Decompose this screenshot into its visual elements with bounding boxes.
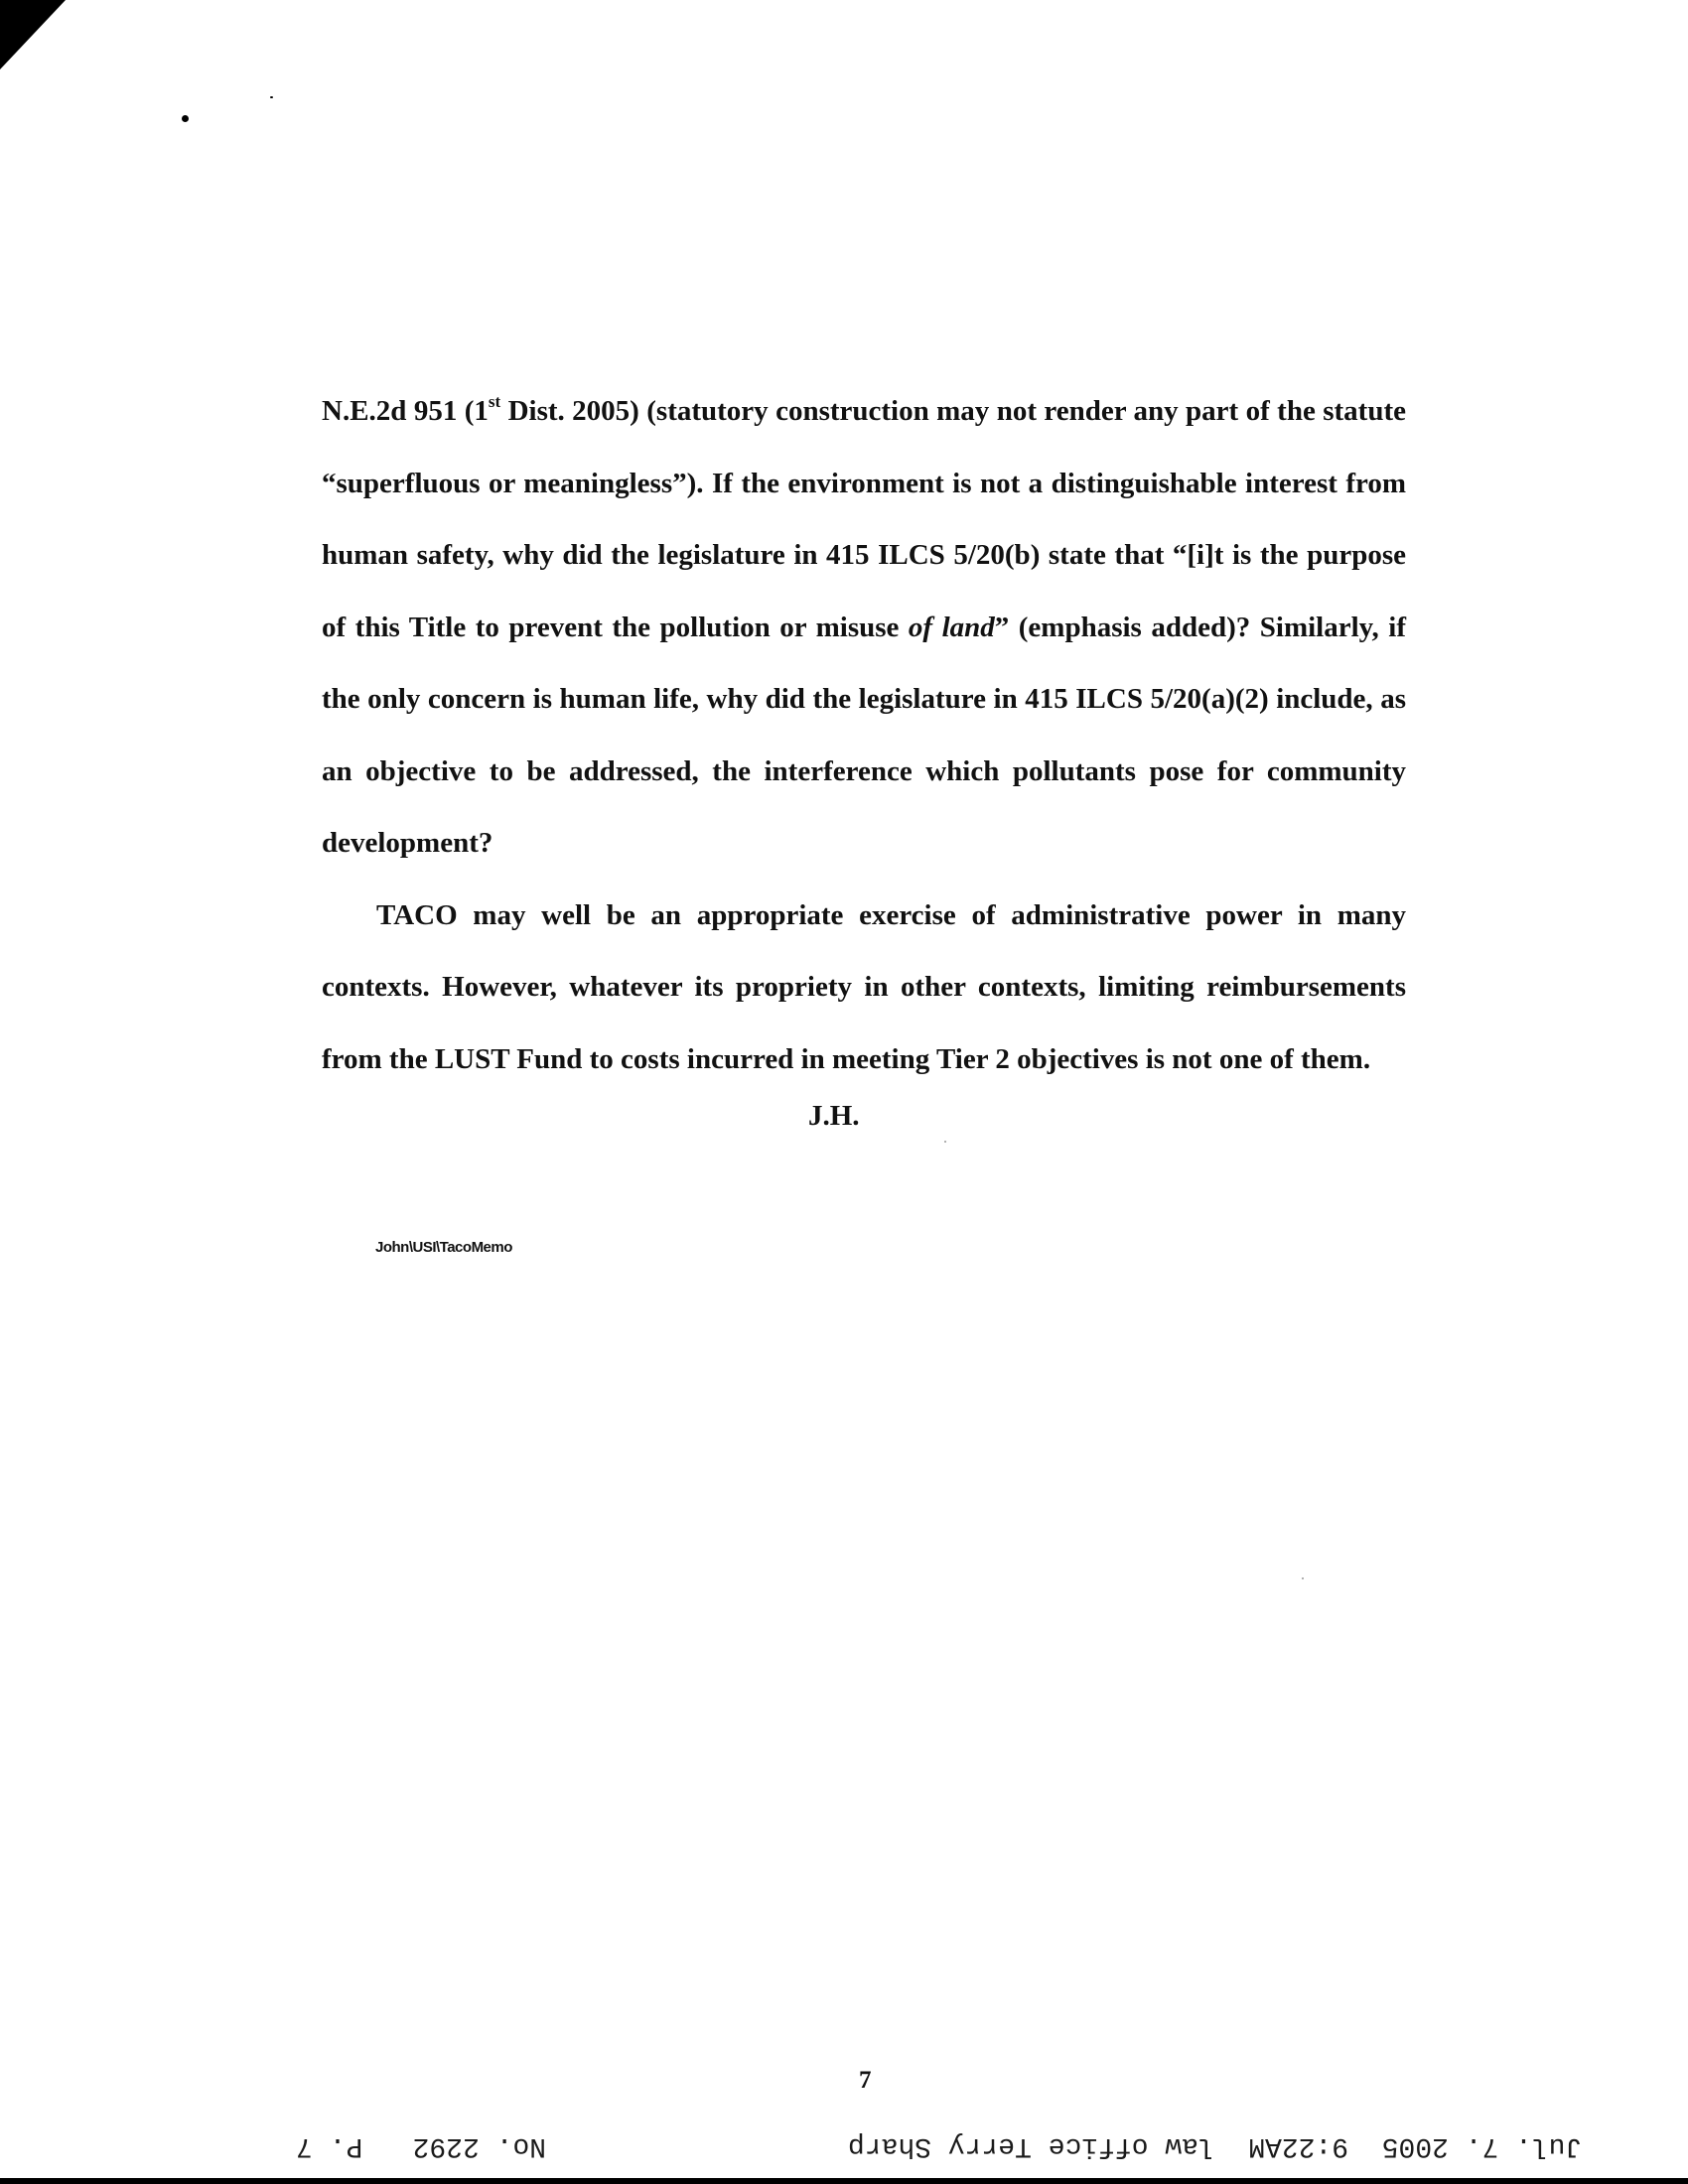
scan-corner-mark <box>0 0 66 69</box>
emphasized-text: of land <box>908 611 995 643</box>
scan-speck <box>270 96 273 98</box>
author-initials: J.H. <box>808 1100 860 1132</box>
paragraph-text: Dist. 2005) (statutory construction may not render any part of the statute “superfluous or meaningless”). If the environment is not a distinguishable interest from human safety, why did the legislature in 415 ILCS 5/20(b) state that “[i]t is the purpose of this Title to prevent the pollution or misuse <box>322 395 1406 643</box>
paragraph-text: N.E.2d 951 (1 <box>322 395 489 427</box>
file-reference: John\USI\TacoMemo <box>375 1239 512 1256</box>
paragraph-conclusion: TACO may well be an appropriate exercise of administrative power in many contexts. However, whatever its propriety in other contexts, limiting reimbursements from the LUST Fund to costs incurred in meeting Tier 2 objectives is not one of them. <box>322 898 1406 1075</box>
paragraph-text: ” (emphasis added)? Similarly, if the only concern is human life, why did the legislature in 415 ILCS 5/20(a)(2) include, as an objective to be addressed, the interference which pollutants pose for community development? <box>322 611 1407 859</box>
scan-speck <box>944 1141 946 1143</box>
memo-body <box>322 375 1406 1095</box>
fax-date-sender: Jul. 7. 2005 9:22AM law office Terry Sharp <box>848 2130 1583 2161</box>
fax-number-page: No. 2292 P. 7 <box>296 2130 547 2161</box>
scan-speck <box>1302 1577 1304 1579</box>
ordinal-superscript: st <box>488 392 501 412</box>
page-number: 7 <box>859 2067 872 2094</box>
scan-bottom-edge <box>0 2178 1688 2184</box>
paragraph-continuation <box>322 375 1406 880</box>
scan-speck <box>182 115 189 122</box>
